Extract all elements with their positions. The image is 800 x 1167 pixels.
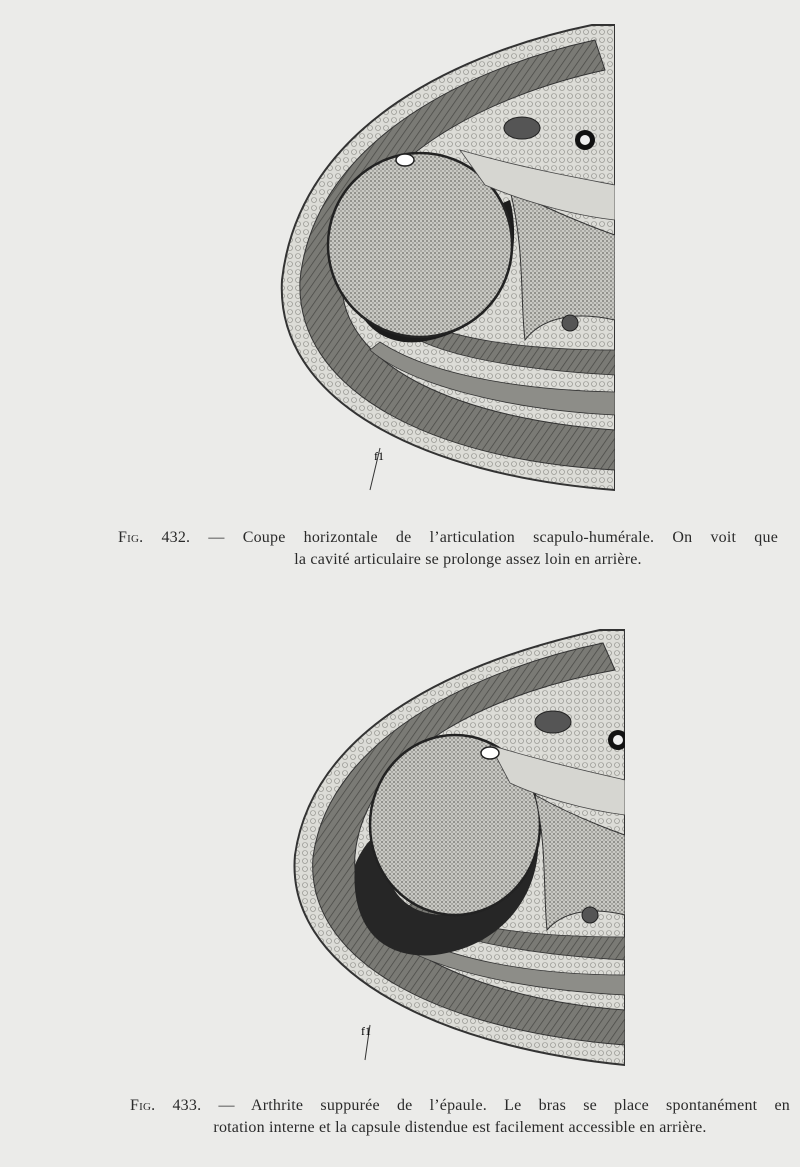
figure-432-illustration: [270, 20, 615, 500]
figure-433-caption: [130, 1095, 790, 1139]
caption-433-line1: [130, 1095, 790, 1117]
figure-433-illustration: [285, 625, 625, 1070]
figure-433-label: Fig. 433.: [130, 1097, 202, 1114]
caption-432-line2: la cavité articulaire se prolonge assez loin en arrière.: [294, 551, 642, 568]
caption-432-line1: [118, 527, 778, 549]
shoulder-cross-section-433: [285, 625, 625, 1070]
figure-432-caption: [118, 527, 778, 571]
annotation-f1-432: f1: [374, 449, 384, 463]
caption-433-text1: — Arthrite suppurée de l’épaule. Le bras se place spontanément en: [218, 1097, 791, 1114]
shoulder-cross-section-432: [270, 20, 615, 500]
annotation-f1-433: f1: [361, 1024, 371, 1038]
figure-432-label: Fig. 432.: [118, 529, 191, 546]
caption-433-line2: rotation interne et la capsule distendue est facilement accessible en arrière.: [213, 1119, 707, 1136]
caption-432-text1: — Coupe horizontale de l’articulation scapulo-humérale. On voit que: [208, 529, 779, 546]
